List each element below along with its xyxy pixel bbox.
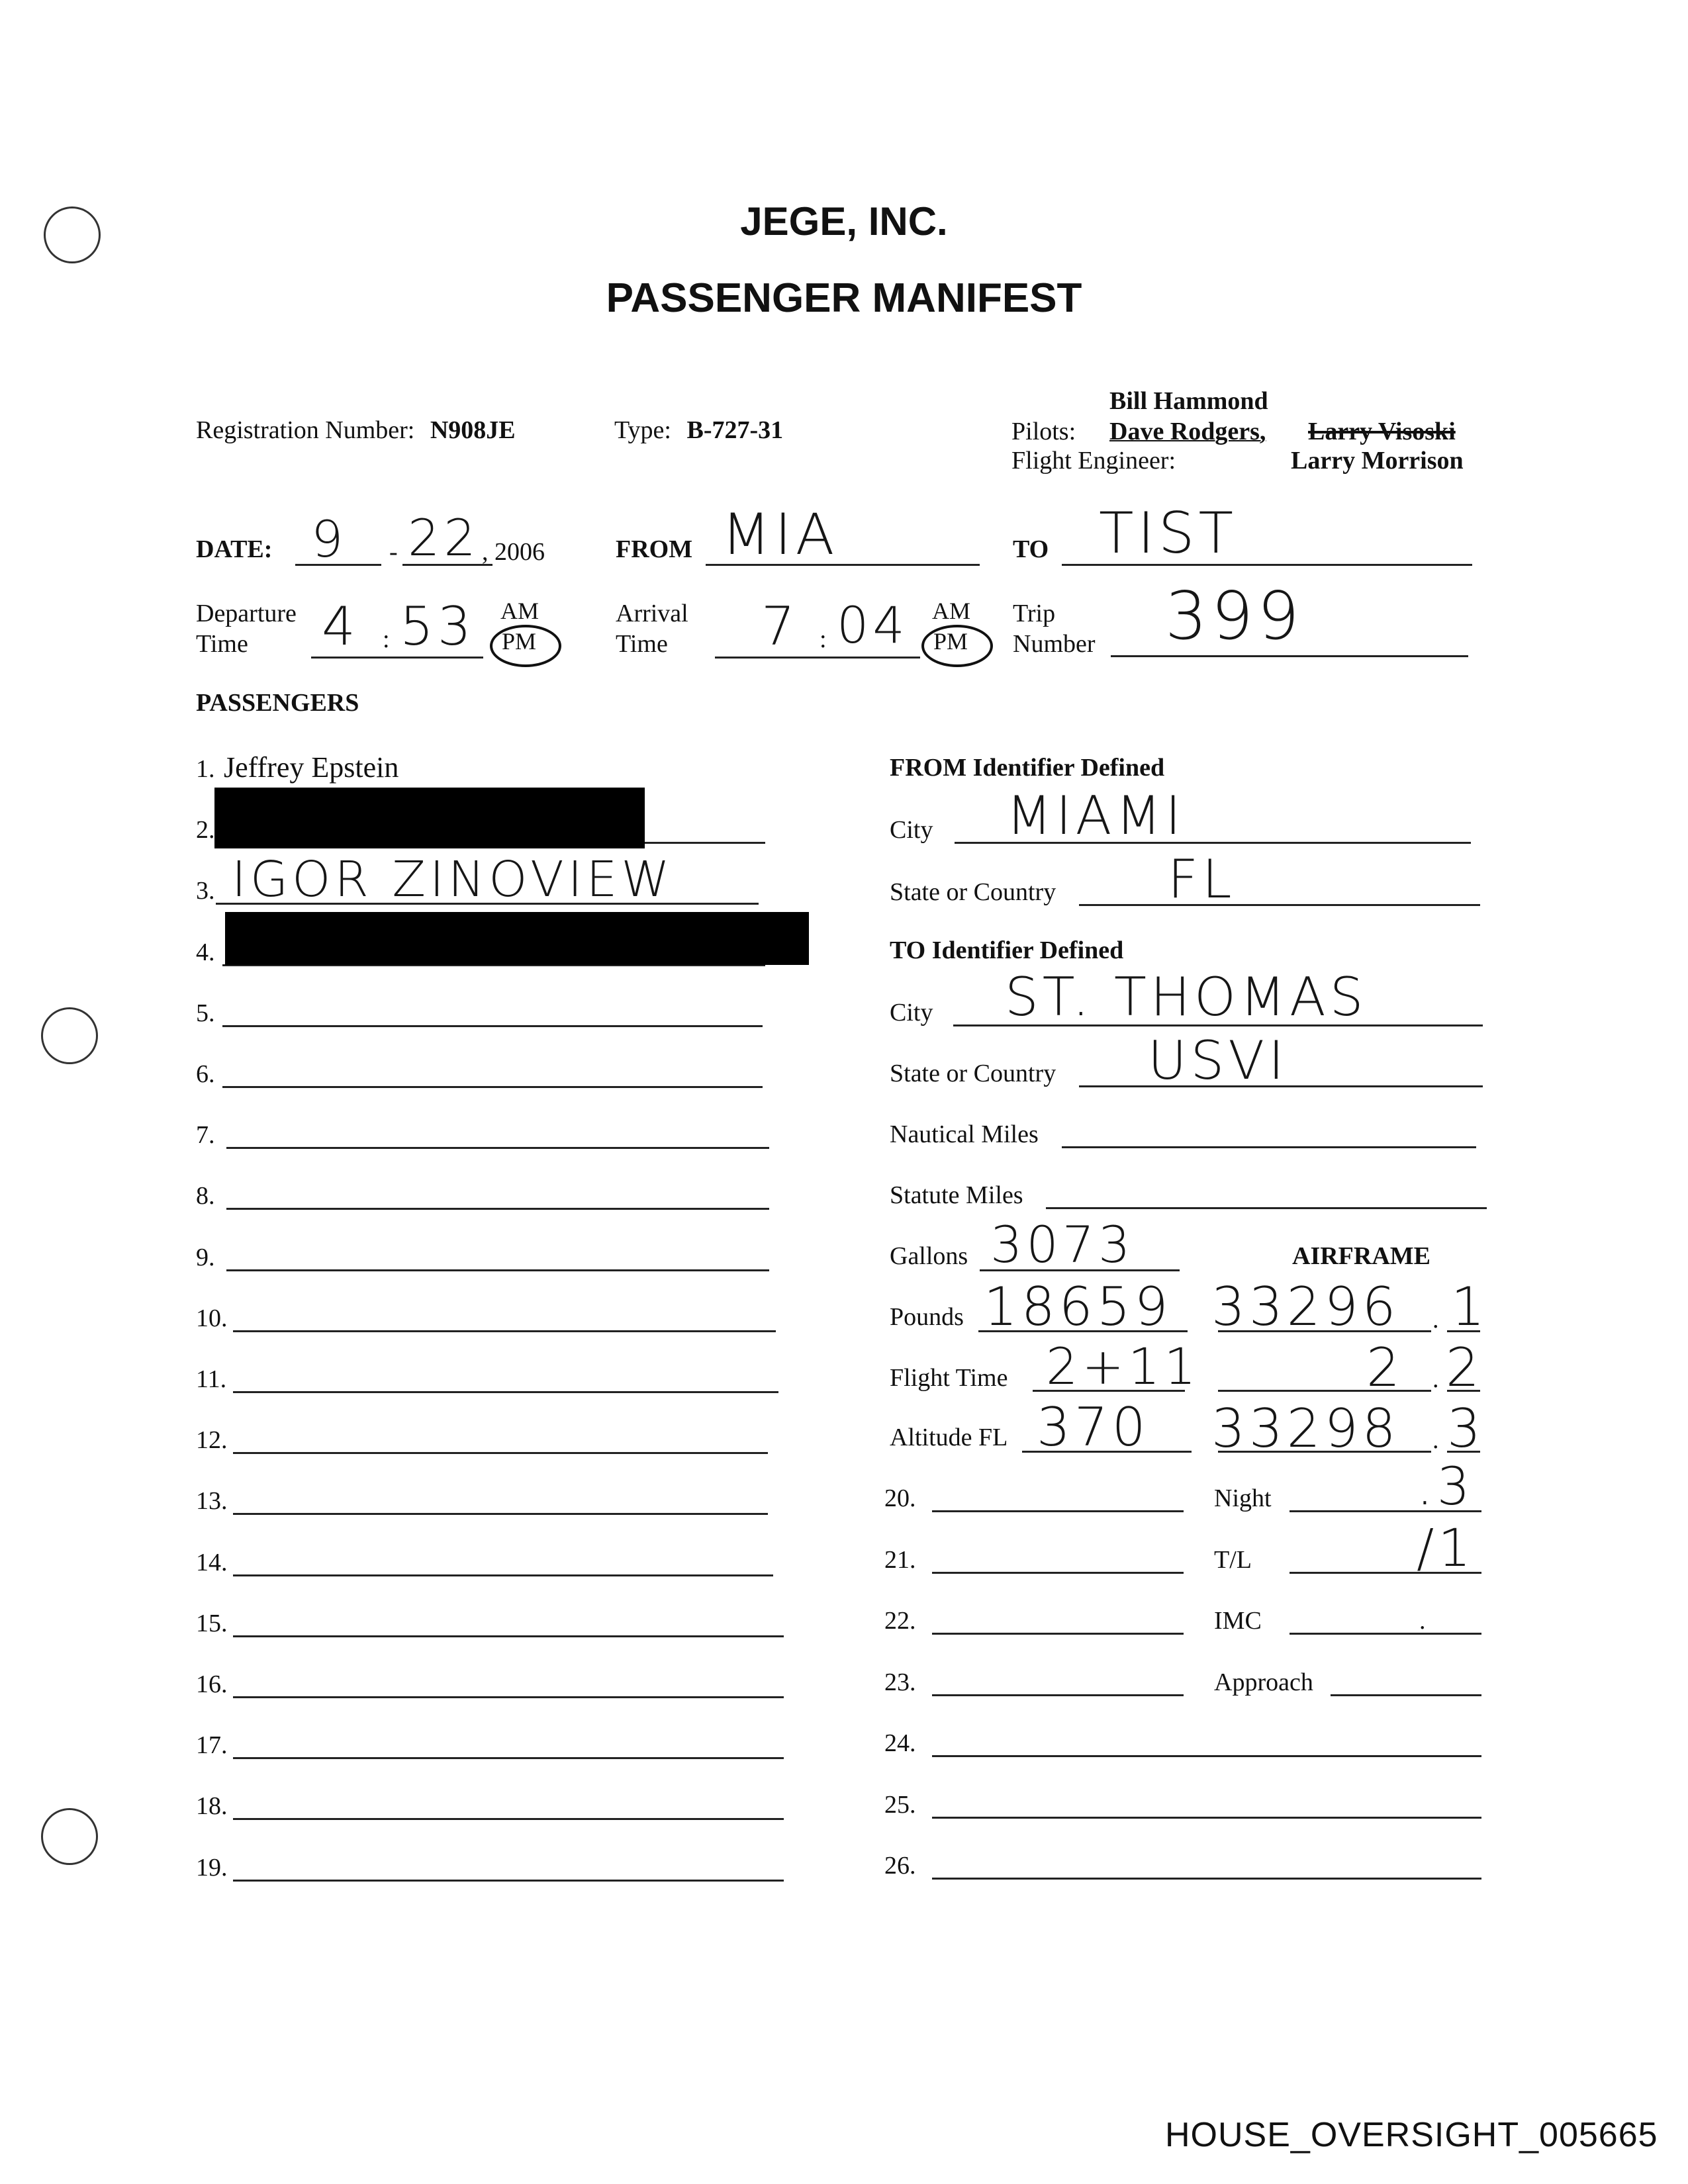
- airframe-1-decimal: 1: [1451, 1276, 1489, 1338]
- company-name: JEGE, INC.: [740, 199, 948, 244]
- to-label: TO: [1013, 535, 1049, 563]
- altitude-value: 370: [1037, 1396, 1150, 1458]
- passenger-name: IGOR ZINOVIEW: [232, 851, 674, 909]
- bates-number: HOUSE_OVERSIGHT_005665: [1165, 2116, 1658, 2154]
- trip-number-label: Trip Number: [1013, 600, 1096, 658]
- punch-hole-bottom: [41, 1808, 98, 1865]
- extra-row-line: [932, 1633, 1184, 1635]
- passenger-number: 10.: [196, 1304, 228, 1332]
- extra-row-line: [932, 1694, 1184, 1696]
- extra-row-number: 25.: [884, 1790, 916, 1819]
- aircraft-type: [614, 416, 783, 445]
- airframe-1-decimal-line: [1447, 1330, 1480, 1332]
- passenger-line: [233, 1880, 784, 1882]
- passenger-number: 3.: [196, 877, 215, 905]
- passenger-line: [222, 1086, 763, 1088]
- nautical-miles-line: [1062, 1146, 1476, 1148]
- statute-miles-label: Statute Miles: [890, 1181, 1023, 1209]
- from-identifier-heading: FROM Identifier Defined: [890, 754, 1165, 782]
- airframe-2-line: [1218, 1390, 1431, 1392]
- extra-row-value-line: [1331, 1694, 1481, 1696]
- from-label: FROM: [616, 535, 693, 563]
- airframe-2-dot: .: [1432, 1365, 1439, 1393]
- pilot-struck: Larry Visoski: [1308, 418, 1456, 445]
- passenger-number: 7.: [196, 1121, 215, 1150]
- airframe-3-decimal: 3: [1447, 1398, 1485, 1459]
- redaction-box-1: [214, 788, 645, 848]
- nautical-miles-label: Nautical Miles: [890, 1120, 1039, 1148]
- statute-miles-line: [1046, 1207, 1487, 1209]
- from-line: [706, 564, 980, 566]
- departure-am: AM: [500, 598, 539, 624]
- extra-row-value-line: [1289, 1633, 1481, 1635]
- registration-number: [196, 416, 516, 445]
- airframe-3-value: 33298: [1211, 1398, 1400, 1459]
- registration-label: Registration Number:: [196, 416, 415, 444]
- extra-row-number: 26.: [884, 1852, 916, 1880]
- from-state-label: State or Country: [890, 878, 1056, 906]
- extra-row-label: Approach: [1214, 1668, 1313, 1696]
- to-city-line: [953, 1024, 1483, 1026]
- passenger-number: 1.: [196, 755, 215, 783]
- altitude-line: [1022, 1451, 1192, 1453]
- departure-minutes: 53: [400, 596, 475, 657]
- passenger-line: [233, 1757, 784, 1759]
- passenger-line: [233, 1574, 773, 1576]
- airframe-heading: AIRFRAME: [1292, 1242, 1430, 1270]
- passenger-name: Jeffrey Epstein: [224, 751, 399, 784]
- airframe-1-line: [1218, 1330, 1431, 1332]
- date-month: 9: [311, 510, 348, 569]
- date-day: 22: [408, 508, 480, 567]
- extra-row-line: [932, 1755, 1481, 1757]
- passenger-line: [226, 1147, 769, 1149]
- date-separator: -: [389, 538, 398, 566]
- flight-engineer-value: Larry Morrison: [1291, 447, 1464, 475]
- passenger-line: [233, 1818, 784, 1820]
- arrival-pm-circle: [921, 625, 993, 667]
- departure-pm-circle: [490, 625, 561, 667]
- extra-row-value: .: [1419, 1607, 1426, 1635]
- punch-hole-middle: [41, 1007, 98, 1064]
- arrival-am: AM: [932, 598, 971, 624]
- departure-label: Departure Time: [196, 600, 297, 658]
- airframe-2-value: 2: [1366, 1337, 1404, 1398]
- airframe-1-value: 33296: [1211, 1276, 1400, 1338]
- passenger-line: [233, 1330, 776, 1332]
- pounds-value: 18659: [984, 1276, 1172, 1338]
- altitude-label: Altitude FL: [890, 1424, 1008, 1451]
- extra-row-line: [932, 1817, 1481, 1819]
- document-title: PASSENGER MANIFEST: [606, 275, 1082, 321]
- airframe-2-decimal: 2: [1446, 1337, 1483, 1398]
- arrival-label: Arrival Time: [616, 600, 688, 658]
- flight-engineer-label: Flight Engineer:: [1011, 447, 1176, 475]
- airframe-1-dot: .: [1432, 1306, 1439, 1334]
- extra-row-number: 23.: [884, 1668, 916, 1696]
- departure-hour: 4: [322, 596, 359, 657]
- extra-row-number: 24.: [884, 1729, 916, 1757]
- arrival-hour: 7: [761, 596, 799, 657]
- flight-time-value: 2+11: [1046, 1337, 1200, 1396]
- to-city-value: ST. THOMAS: [1005, 966, 1368, 1028]
- passenger-line: [233, 1635, 784, 1637]
- passenger-number: 6.: [196, 1060, 215, 1088]
- to-line: [1062, 564, 1472, 566]
- passenger-number: 9.: [196, 1243, 215, 1271]
- passenger-number: 19.: [196, 1853, 228, 1882]
- arrival-minutes: 04: [837, 596, 909, 655]
- extra-row-line: [932, 1572, 1184, 1574]
- registration-value: N908JE: [430, 416, 516, 444]
- arrival-pm: PM: [933, 628, 968, 655]
- extra-row-line: [932, 1510, 1184, 1512]
- airframe-3-line: [1218, 1451, 1431, 1453]
- extra-row-value: /1: [1417, 1518, 1475, 1578]
- gallons-line: [980, 1269, 1180, 1271]
- pilot-added: Bill Hammond: [1109, 387, 1268, 415]
- passenger-number: 14.: [196, 1548, 228, 1576]
- from-state-value: FL: [1168, 848, 1236, 910]
- airframe-3-dot: .: [1432, 1426, 1439, 1454]
- to-state-line: [1079, 1085, 1483, 1087]
- passenger-number: 11.: [196, 1365, 227, 1393]
- pilots-label: Pilots:: [1011, 418, 1076, 445]
- to-identifier-heading: TO Identifier Defined: [890, 936, 1124, 964]
- extra-row-value: .3: [1417, 1457, 1474, 1517]
- flight-time-line: [1033, 1390, 1185, 1392]
- passenger-line: [233, 1391, 778, 1393]
- to-state-label: State or Country: [890, 1060, 1056, 1087]
- from-city-line: [955, 842, 1471, 844]
- passenger-line: [233, 1452, 768, 1454]
- type-label: Type:: [614, 416, 671, 444]
- redaction-box-2: [225, 912, 809, 965]
- passengers-heading: PASSENGERS: [196, 689, 359, 717]
- airframe-3-decimal-line: [1447, 1451, 1480, 1453]
- date-year: , 2006: [482, 538, 545, 566]
- pounds-line: [978, 1330, 1188, 1332]
- passenger-number: 16.: [196, 1670, 228, 1698]
- passenger-line: [233, 1513, 768, 1515]
- passenger-number: 17.: [196, 1731, 228, 1760]
- passenger-number: 4.: [196, 938, 215, 966]
- gallons-label: Gallons: [890, 1242, 968, 1270]
- passenger-number: 8.: [196, 1182, 215, 1210]
- gallons-value: 3073: [990, 1215, 1135, 1274]
- departure-colon: :: [383, 625, 390, 653]
- extra-row-number: 20.: [884, 1484, 916, 1512]
- departure-line: [311, 657, 483, 659]
- passenger-line: [226, 1208, 769, 1210]
- date-month-line: [295, 564, 381, 566]
- passenger-number: 5.: [196, 999, 215, 1027]
- trip-number-line: [1111, 655, 1468, 657]
- departure-pm: PM: [502, 628, 537, 655]
- from-state-line: [1079, 904, 1480, 906]
- passenger-number: 15.: [196, 1609, 228, 1637]
- type-value: B-727-31: [686, 416, 784, 444]
- passenger-number: 18.: [196, 1792, 228, 1821]
- extra-row-label: IMC: [1214, 1607, 1262, 1635]
- pounds-label: Pounds: [890, 1303, 964, 1331]
- passenger-line: [216, 903, 759, 905]
- to-value: TIST: [1099, 500, 1238, 567]
- airframe-2-decimal-line: [1447, 1390, 1480, 1392]
- from-city-value: MIAMI: [1006, 785, 1185, 846]
- passenger-line: [233, 1696, 784, 1698]
- extra-row-number: 21.: [884, 1545, 916, 1574]
- passenger-line: [222, 1025, 763, 1027]
- extra-row-label: T/L: [1214, 1545, 1252, 1574]
- to-city-label: City: [890, 999, 933, 1026]
- passenger-number: 2.: [196, 816, 215, 844]
- to-state-value: USVI: [1148, 1030, 1288, 1091]
- pilot-1: Dave Rodgers,: [1109, 418, 1266, 445]
- extra-row-label: Night: [1214, 1484, 1272, 1512]
- arrival-colon: :: [820, 625, 827, 653]
- date-label: DATE:: [196, 535, 273, 563]
- from-value: MIA: [722, 502, 839, 568]
- arrival-line: [715, 657, 920, 659]
- passenger-line: [226, 1269, 769, 1271]
- passenger-number: 12.: [196, 1426, 228, 1455]
- flight-time-label: Flight Time: [890, 1364, 1008, 1392]
- date-day-line: [402, 564, 492, 566]
- extra-row-number: 22.: [884, 1607, 916, 1635]
- trip-number-value: 399: [1165, 577, 1303, 655]
- passenger-number: 13.: [196, 1487, 228, 1516]
- from-city-label: City: [890, 816, 933, 844]
- extra-row-line: [932, 1878, 1481, 1880]
